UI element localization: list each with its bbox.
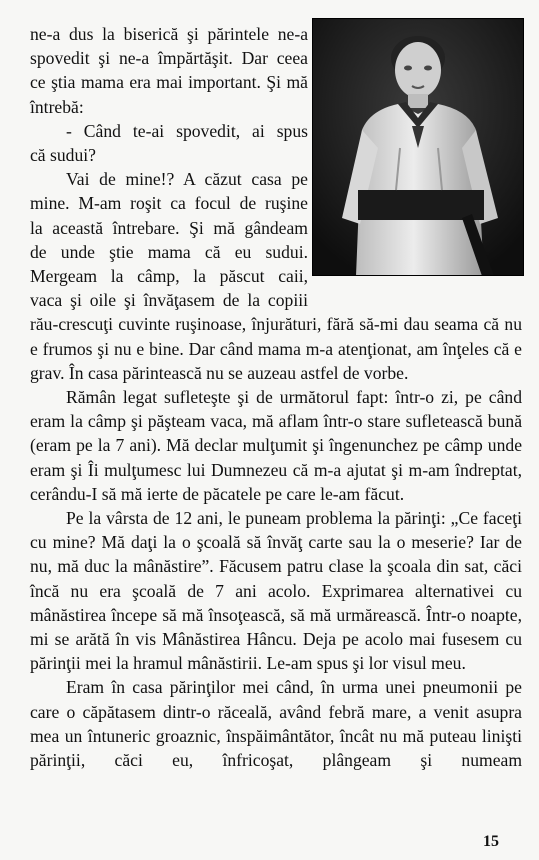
paragraph-6: Eram în casa părinţilor mei când, în urma unei pneumonii pe care o căpătasem dintr-o răceală, având febră mare, a venit asupra mea un întuneric groaznic, înspăimântător, încât nu mă puteau linişti părinţii, căci eu, înfricoşat, plângeam şi numeam (30, 677, 522, 771)
page-number: 15 (483, 833, 499, 850)
page-text (30, 22, 522, 772)
text-line: la această întrebare. Şi mă gândeam (30, 217, 308, 238)
text-line: Mergeam la câmp, la păscut caii, (30, 266, 308, 287)
text-line: ce ştia mama era mai important. Şi mă (30, 72, 308, 93)
paragraph-3-rest: rău-crescuţi cuvinte ruşinoase, înjurături, fără să-mi dau seama că nu e frumos şi nu e bine. Dar când mama m-a atenţionat, am înţeles că e grav. În casa părintească nu se auzeau astfel de vorbe. (30, 314, 522, 383)
text-line: ne-a dus la biserică şi părintele ne-a (30, 24, 308, 44)
text-line: spovedit şi ne-a împărtăşit. Dar ceea (30, 48, 308, 69)
text-line: Vai de mine!? A căzut casa pe (66, 169, 308, 190)
text-line: vaca şi oile şi învăţasem de la copiii (30, 290, 308, 311)
text-line: de unde ştie mama că eu sudui. (30, 241, 308, 262)
text-line: mine. M-am roşit ca focul de ruşine (30, 193, 308, 214)
paragraph-beside-photo (30, 22, 522, 312)
text-line: întrebă: (30, 96, 84, 117)
text-line: că sudui? (30, 145, 96, 166)
paragraph-4: Rămân legat sufleteşte şi de următorul fapt: într-o zi, pe când eram la câmp şi păşteam vaca, mă aflam într-o stare sufletească bună (eram pe la 7 ani). Mă declar mulţumit şi îngenunchez pe câmp unde eram şi Îi mulţumesc lui Dumnezeu că m-a ajutat şi m-am îndreptat, cerându-I să mă ierte de păcatele pe care le-am făcut. (30, 387, 522, 504)
text-line: - Când te-ai spovedit, ai spus (66, 120, 308, 141)
paragraph-5: Pe la vârsta de 12 ani, le puneam problema la părinţi: „Ce faceţi cu mine? Mă daţi la o şcoală să învăţ carte sau la o meserie? Iar de nu, mă duc la mânăstire”. Făcusem patru clase la şcoala din sat, căci încă nu era şcoală de 7 ani acolo. Exprimarea alternativei cu mânăstirea începe să mă însoţească, să mă urmărească. Într-o noapte, mi se arătă în vis Mânăstirea Hâncu. Deja pe acolo mai fusesem cu părinţii mei la hramul mânăstirii. Le-am spus şi lor visul meu. (30, 508, 522, 674)
